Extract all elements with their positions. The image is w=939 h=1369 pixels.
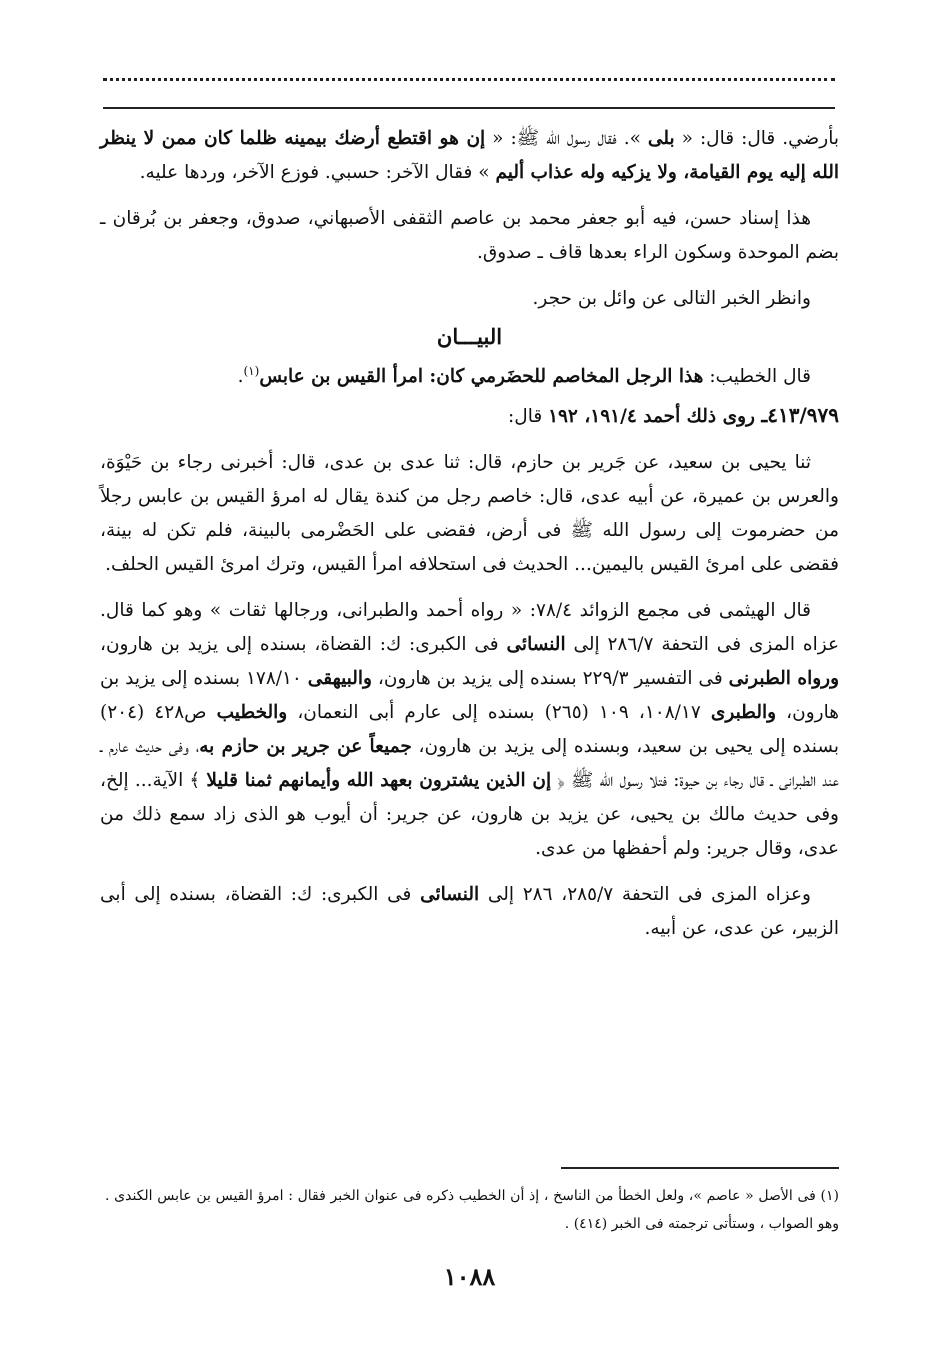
- footnote-marker[interactable]: (١): [243, 363, 260, 378]
- paragraph-8: وعزاه المزى فى التحفة ٢٨٥/٧، ٢٨٦ إلى النسائى فى الكبرى: ك: القضاة، بسنده إلى أبى الزبير، عن عدى، عن أبيه.: [100, 884, 839, 939]
- hadith-number: ٤١٣/٩٧٩ـ: [761, 403, 839, 427]
- paragraph-1: بأرضي. قال: قال: « بلى ». فقال رسول الله ﷺ: « إن هو اقتطع أرضك بيمينه ظلما كان ممن لا ينظر الله إليه يوم القيامة، ولا يزكيه وله عذاب أليم » فقال الآخر: حسبي. فوزع الآخر، وردها عليه.: [100, 128, 839, 183]
- paragraph-7: قال الهيثمى فى مجمع الزوائد ٧٨/٤: « رواه أحمد والطبرانى، ورجالها ثقات » وهو كما قال. عزاه المزى فى التحفة ٢٨٦/٧ إلى النسائى فى الكبرى: ك: القضاة، بسنده إلى يزيد بن هارون، ورواه الطبرنى فى التفسير ٢٢٩/٣ بسنده إلى يزيد بن هارون، والبيهقى ١٧٨/١٠ بسنده إلى يزيد بن هارون، والطبرى ١٠٨/١٧، ١٠٩ (٢٦٥) بسنده إلى عارم أبى النعمان، والخطيب ص٤٢٨ (٢٠٤) بسنده إلى يحيى بن سعيد، وبسنده إلى يزيد بن هارون، جميعاً عن جرير بن حازم به، وفى حديث عارم ـ عند الطبرانى ـ قال رجاء بن حيوة: فتلا رسول الله ﷺ ﴿ إن الذين يشترون بعهد الله وأيمانهم ثمنا قليلا ﴾ الآية... إلخ، وفى حديث مالك بن يحيى، عن يزيد بن هارون، عن جرير: أن أيوب هو الذى زاد سمع ذلك من عدى، وقال جرير: ولم أحفظها من عدى.: [100, 600, 840, 859]
- page-number: ١٠٨٨: [443, 1262, 496, 1291]
- footnote: (١) فى الأصل « عاصم »، ولعل الخطأ من الناسخ ، إذ أن الخطيب ذكره فى عنوان الخبر فقال : امرؤ القيس بن عابس الكندى . وهو الصواب ، وستأتى ترجمته فى الخبر (٤١٤) .: [105, 1188, 839, 1232]
- main-text: [100, 122, 839, 958]
- hadith-quote: إن هو اقتطع أرضك بيمينه ظلما كان ممن لا ينظر الله إليه يوم القيامة، ولا يزكيه وله عذاب أليم: [100, 128, 839, 183]
- paragraph-2: هذا إسناد حسن، فيه أبو جعفر محمد بن عاصم الثقفى الأصبهاني، صدوق، وجعفر بن بُرقان ـ بضم الموحدة وسكون الراء بعدها قاف ـ صدوق.: [100, 208, 839, 263]
- paragraph-6: ثنا يحيى بن سعيد، عن جَرير بن حازم، قال: ثنا عدى بن عدى، قال: أخبرنى رجاء بن حَيْوَة، والعرس بن عميرة، عن أبيه عدى، قال: خاصم رجل من كندة يقال له امرؤ القيس بن عابس رجلاً من حضرموت إلى رسول الله ﷺ فى أرض، فقضى على الحَضْرمى بالبينة، فلم تكن له بينة، فقضى على امرئ القيس باليمين... الحديث فى استحلافه امرأ القيس، وترك امرئ القيس الحلف.: [100, 452, 839, 575]
- paragraph-3: وانظر الخبر التالى عن وائل بن حجر.: [532, 288, 811, 309]
- header-rule: [103, 107, 835, 109]
- paragraph-4: قال الخطيب: هذا الرجل المخاصم للحضَرمي كان: امرأ القيس بن عابس$^{(١)}$.: [237, 363, 811, 387]
- footnote-rule: [561, 1167, 839, 1169]
- hadith-entry: ٤١٣/٩٧٩ـ روى ذلك أحمد ١٩١/٤، ١٩٢ قال:: [508, 403, 839, 427]
- section-heading: البيـــان: [436, 324, 503, 349]
- quran-verse: إن الذين يشترون بعهد الله وأيمانهم ثمنا قليلا: [206, 770, 552, 791]
- dotted-separator: [103, 78, 835, 81]
